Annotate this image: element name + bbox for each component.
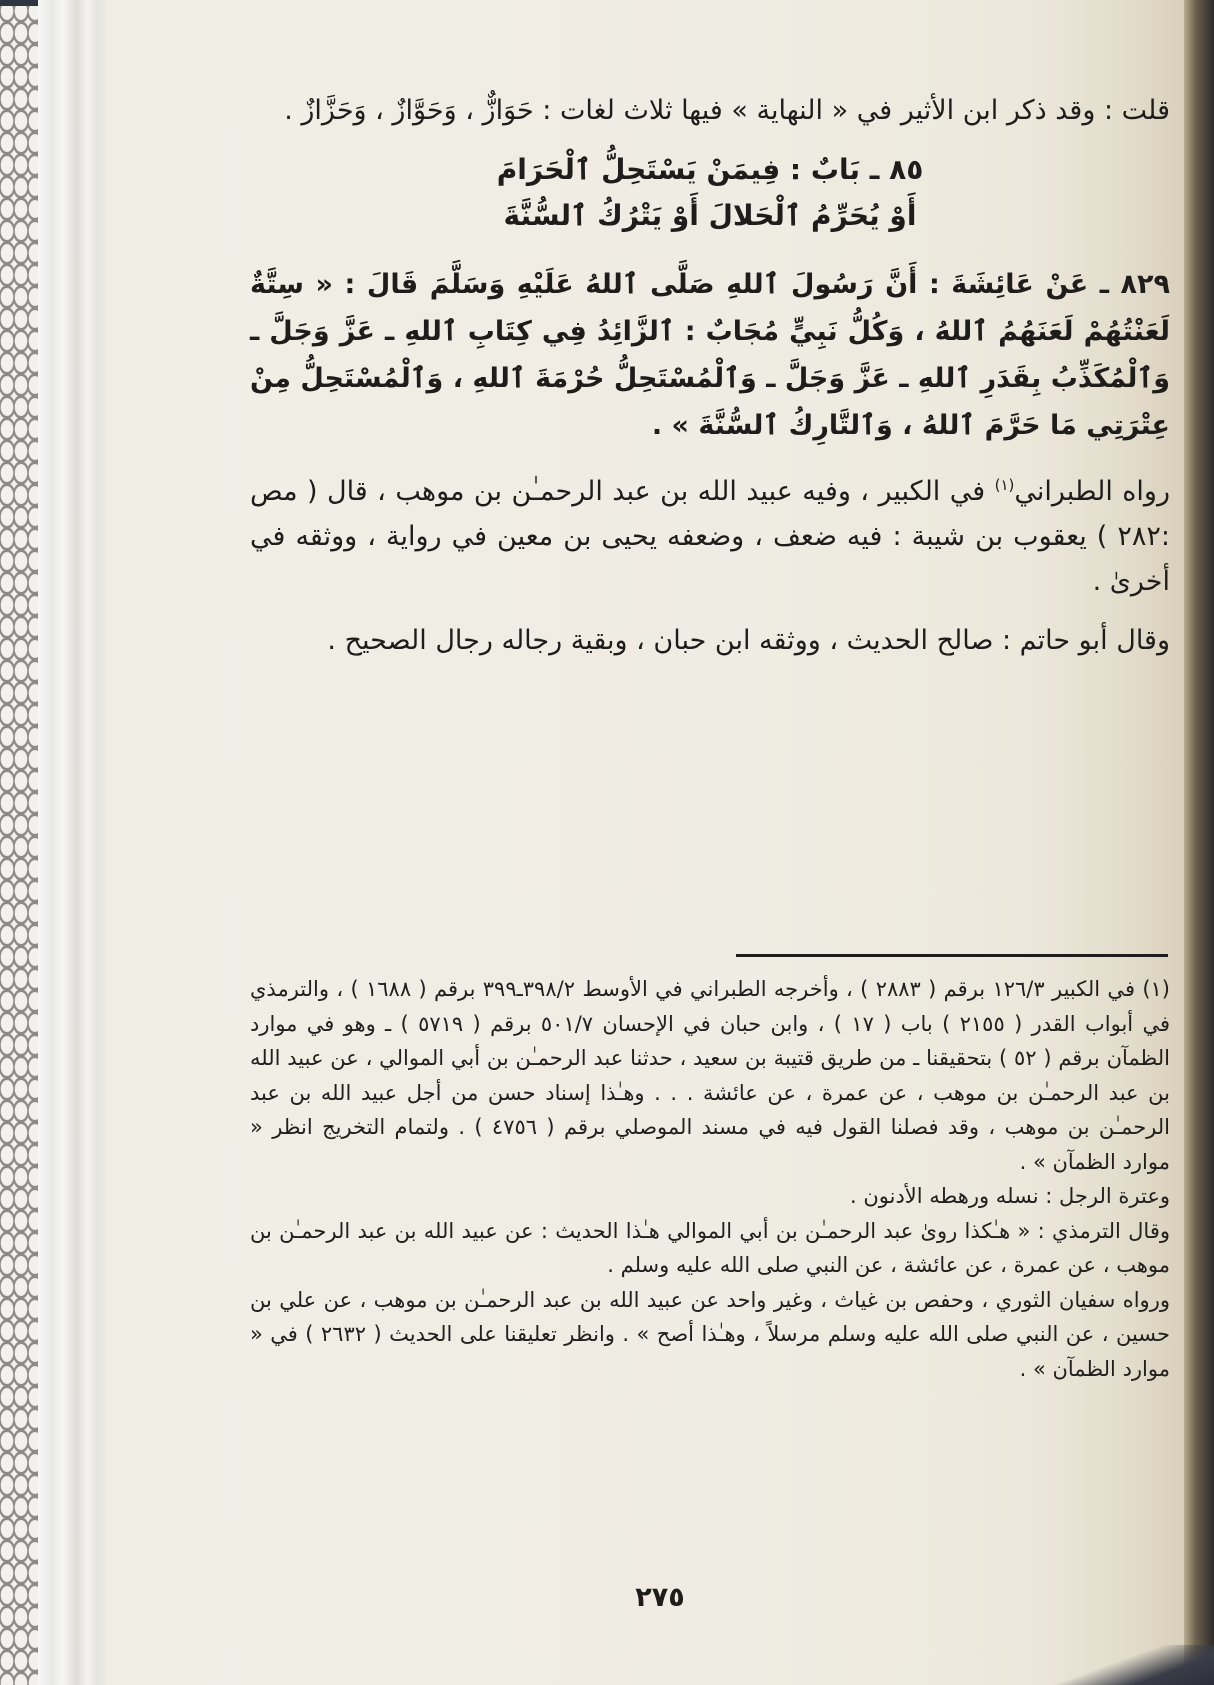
footnote-reference[interactable]: (١)	[994, 476, 1015, 494]
chapter-heading	[250, 147, 1170, 239]
hadith-text: ٨٢٩ ـ عَنْ عَائِشَةَ : أَنَّ رَسُولَ ٱللهِ صَلَّى ٱللهُ عَلَيْهِ وَسَلَّمَ قَالَ : « سِتَّةٌ لَعَنْتُهُمْ لَعَنَهُمُ ٱللهُ ، وَكُلُّ نَبِيٍّ مُجَابٌ : ٱلزَّائِدُ فِي كِتَابِ ٱللهِ ـ عَزَّ وَجَلَّ ـ وَٱلْمُكَذِّبُ بِقَدَرِ ٱللهِ ـ عَزَّ وَجَلَّ ـ وَٱلْمُسْتَحِلُّ حُرْمَةَ ٱللهِ ، وَٱلْمُسْتَحِلُّ مِنْ عِتْرَتِي مَا حَرَّمَ ٱللهُ ، وَٱلتَّارِكُ ٱلسُّنَّةَ » .	[250, 269, 1170, 441]
commentary-lead: رواه الطبراني	[1014, 476, 1171, 507]
footnote-1: (١) في الكبير ١٢٦/٣ برقم ( ٢٨٨٣ ) ، وأخرجه الطبراني في الأوسط ٣٩٨/٢ـ٣٩٩ برقم ( ١٦٨٨ ) ، والترمذي في أبواب القدر ( ٢١٥٥ ) باب ( ١٧ ) ، وابن حبان في الإحسان ٥٠١/٧ برقم ( ٥٧١٩ ) ـ وهو في موارد الظمآن برقم ( ٥٢ ) بتحقيقنا ـ من طريق قتيبة بن سعيد ، حدثنا عبد الرحمـٰن بن أبي الموالي ، عن عبيد الله بن عبد الرحمـٰن بن موهب ، عن عمرة ، عن عائشة . . . وهـٰذا إسناد حسن من أجل عبيد الله بن عبد الرحمـٰن بن موهب ، وقد فصلنا القول فيه في مسند الموصلي برقم ( ٤٧٥٦ ) . ولتمام التخريج انظر « موارد الظمآن » .	[250, 977, 1171, 1174]
page-number: ٢٧٥	[635, 1582, 685, 1613]
footnote-divider	[736, 954, 1168, 957]
intro-paragraph: قلت : وقد ذكر ابن الأثير في « النهاية » فيها ثلاث لغات : حَوَازٌّ ، وَحَوَّازٌ ، وَحَزَّازٌ .	[284, 95, 1170, 126]
chapter-title-line-1: ٨٥ ـ بَابٌ : فِيمَنْ يَسْتَحِلُّ ٱلْحَرَامَ	[496, 153, 924, 186]
main-text	[250, 88, 1170, 677]
corner-shadow	[1054, 1645, 1214, 1685]
chapter-title-line-2: أَوْ يُحَرِّمُ ٱلْحَلالَ أَوْ يَتْرُكُ ٱلسُّنَّةَ	[503, 199, 917, 232]
footnotes	[250, 972, 1170, 1386]
page-edge-shadow	[1184, 0, 1214, 1685]
book-spine-gutter	[38, 0, 108, 1685]
footnote-note-tirmidhi: وقال الترمذي : « هـٰكذا روىٰ عبد الرحمـٰن بن أبي الموالي هـٰذا الحديث : عن عبيد الله بن عبد الرحمـٰن بن موهب ، عن عمرة ، عن عائشة ، عن النبي صلى الله عليه وسلم .	[250, 1218, 1170, 1277]
commentary-rest: في الكبير ، وفيه عبيد الله بن عبد الرحمـٰن بن موهب ، قال ( مص :٢٨٢ ) يعقوب بن شيبة : فيه ضعف ، وضعفه يحيى بن معين في رواية ، ووثقه في أخرىٰ .	[250, 476, 1170, 597]
footnote-note-itra: وعترة الرجل : نسله ورهطه الأدنون .	[849, 1184, 1170, 1208]
commentary-paragraph-1	[250, 463, 1170, 604]
mesh-background	[0, 0, 39, 1685]
footnote-note-riwaya: ورواه سفيان الثوري ، وحفص بن غياث ، وغير واحد عن عبيد الله بن عبد الرحمـٰن بن موهب ، عن علي بن حسين ، عن النبي صلى الله عليه وسلم مرسلاً ، وهـٰذا أصح » . وانظر تعليقنا على الحديث ( ٢٦٣٢ ) في « موارد الظمآن » .	[250, 1287, 1171, 1381]
commentary-paragraph-2: وقال أبو حاتم : صالح الحديث ، ووثقه ابن حبان ، وبقية رجاله رجال الصحيح .	[327, 625, 1170, 656]
